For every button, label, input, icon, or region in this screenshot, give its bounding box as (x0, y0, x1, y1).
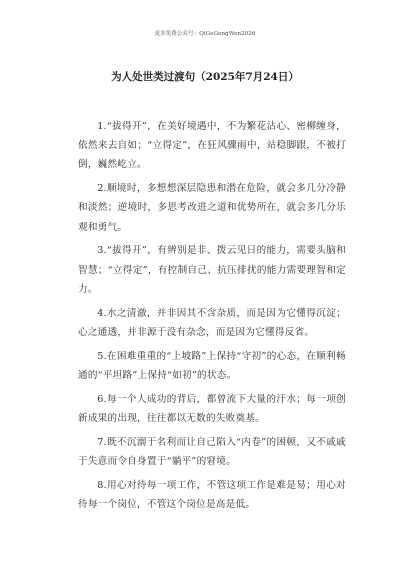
paragraph-6: 6.每一个人成功的背后，都曾流下大量的汗水；每一项创新成果的出现，往往都以无数的失败奠基。 (78, 393, 346, 424)
paragraph-7: 7.既不沉溺于名利而让自己陷入“内卷”的困顿，又不戚戚于失意而令自身置于“躺平”的窘境。 (78, 436, 346, 467)
paragraph-4: 4.水之清澈，并非因其不含杂质，而是因为它懂得沉淀；心之通透，并非源于没有杂念，而是因为它懂得反省。 (78, 307, 346, 338)
paragraph-2: 2.顺境时，多想想深层隐患和潜在危险，就会多几分冷静和淡然；逆境时，多思考改进之道和优势所在，就会多几分乐观和勇气。 (78, 183, 346, 233)
paragraph-3: 3.“拔得开”，有辨别是非、拨云见日的能力，需要头脑和智慧；“立得定”，有控制自己、抗压排扰的能力需要理智和定力。 (78, 245, 346, 295)
paragraph-1: 1.“拔得开”，在美好境遇中，不为繁花沾心、密柳缠身，依然来去自如；“立得定”，在狂风骤雨中，站稳脚跟，不被打倒，巍然屹立。 (78, 121, 346, 171)
document-body (78, 117, 346, 519)
header-note: 更多免费公众号：QiGeGongWen2026 (154, 31, 256, 37)
paragraph-5: 5.在困难重重的“上坡路”上保持“守初”的心态，在顺利畅通的“平坦路”上保持“如初”的状态。 (78, 350, 346, 381)
paragraph-8: 8.用心对待每一项工作，不管这项工作是难是易；用心对待每一个岗位，不管这个岗位是高是低。 (78, 479, 346, 510)
document-title: 为人处世类过渡句（2025年7月24日） (111, 71, 299, 83)
